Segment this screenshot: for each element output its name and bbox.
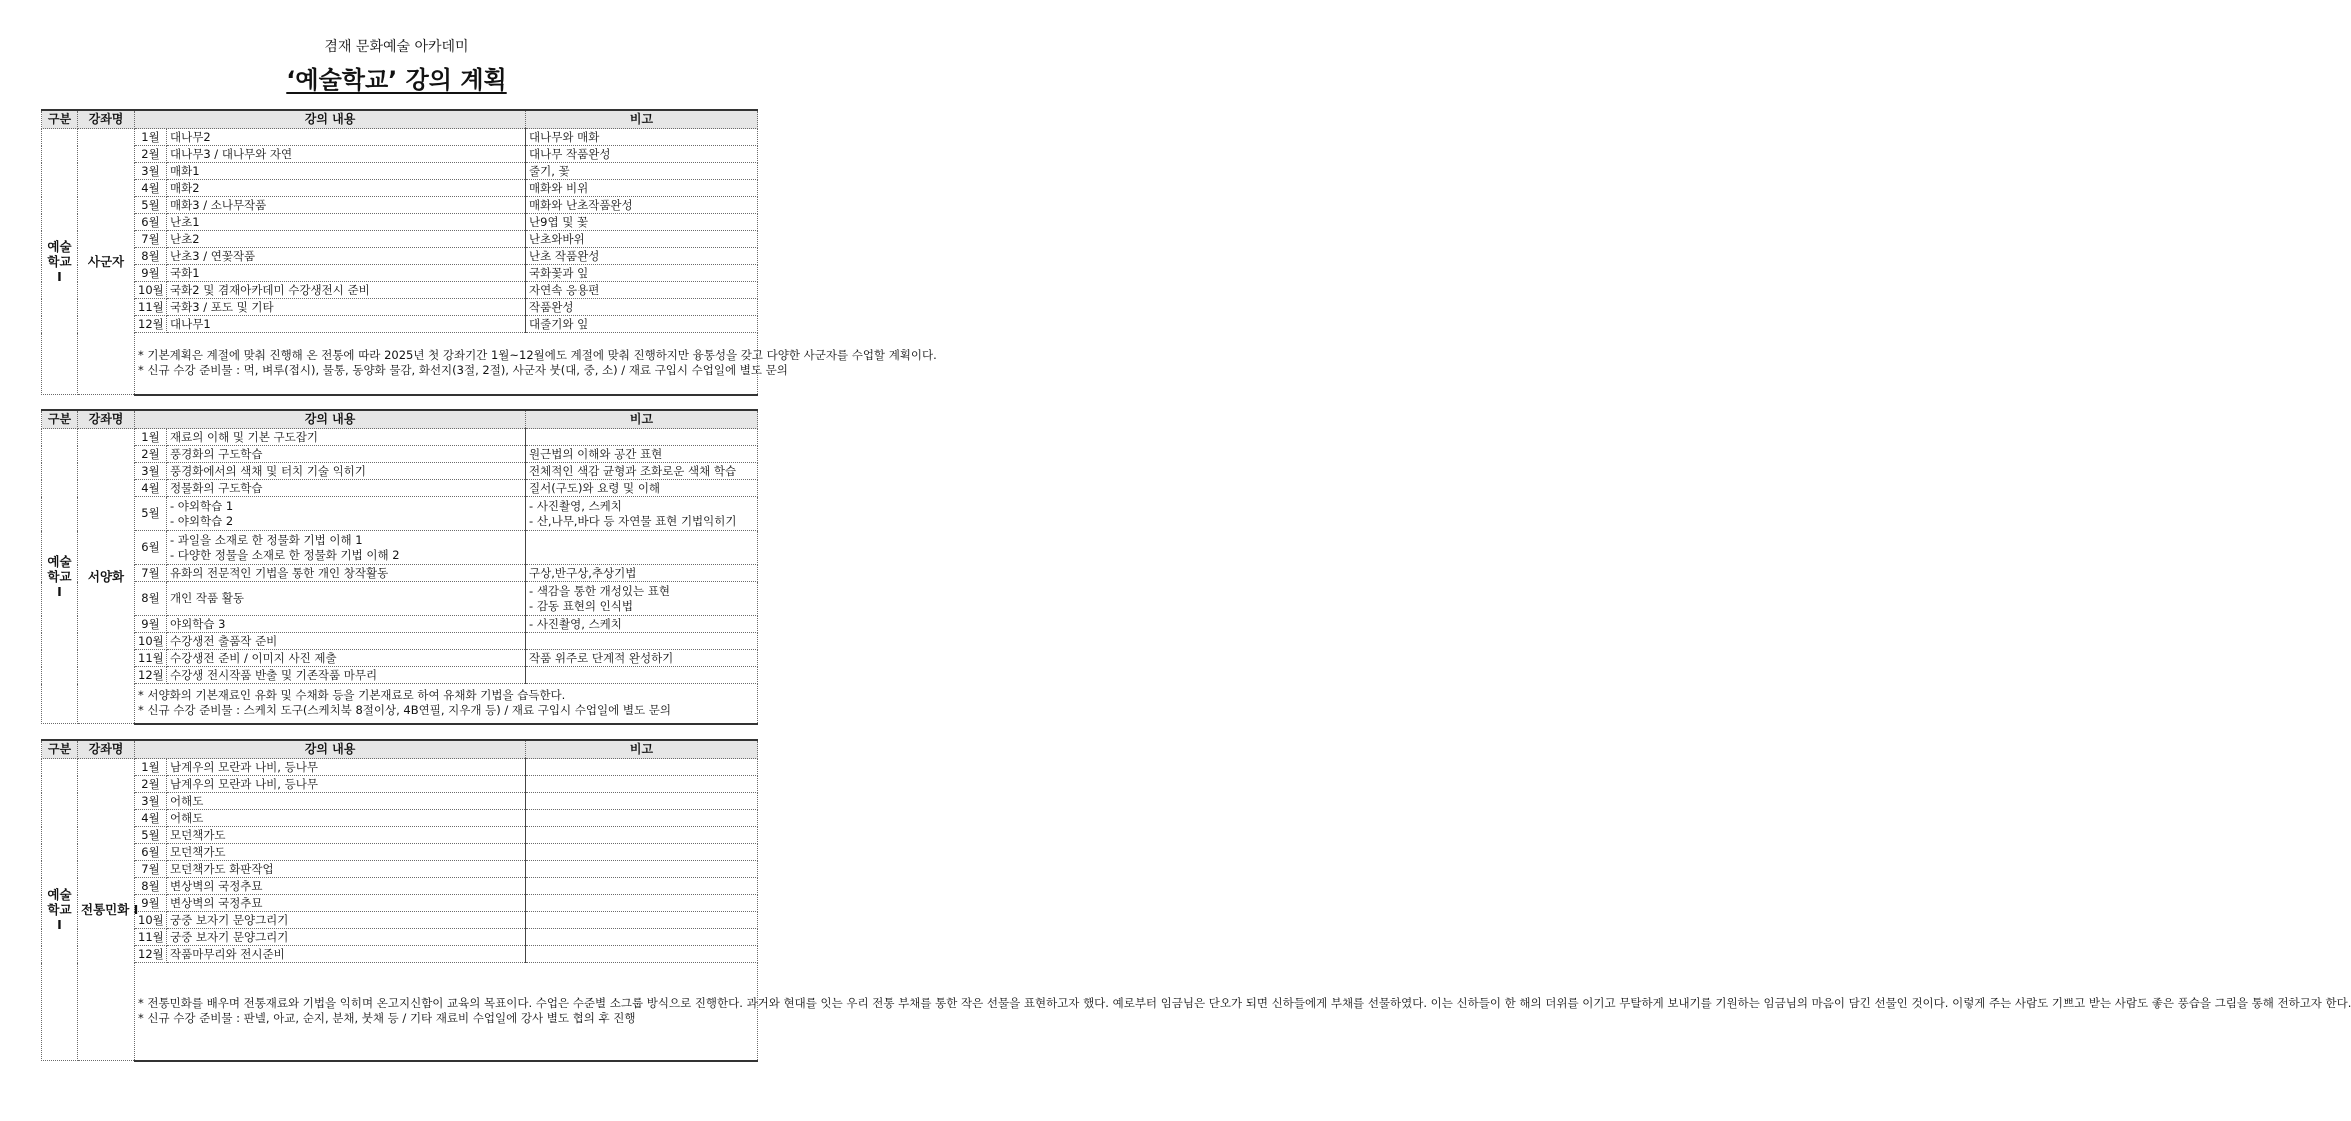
month-cell: 2월 bbox=[135, 146, 167, 163]
note-line: 국화꽃과 잎 bbox=[529, 265, 589, 280]
table-row bbox=[42, 463, 758, 480]
table-row bbox=[42, 480, 758, 497]
content-line: 대나무2 bbox=[170, 129, 211, 144]
category-label: Ⅰ bbox=[57, 583, 62, 599]
lecture-plan-table bbox=[41, 739, 2351, 1062]
category-label: Ⅰ bbox=[57, 269, 62, 284]
note-cell bbox=[526, 616, 758, 633]
note-cell bbox=[526, 429, 758, 446]
content-line: 정물화의 구도학습 bbox=[170, 480, 263, 495]
note-cell bbox=[526, 861, 758, 878]
note-cell bbox=[526, 265, 758, 282]
category-label: 학교 bbox=[47, 902, 72, 917]
content-line: 국화2 및 겸재아카데미 수강생전시 준비 bbox=[170, 282, 370, 297]
table-row bbox=[42, 129, 758, 146]
header-row bbox=[42, 740, 758, 759]
note-cell bbox=[526, 878, 758, 895]
header-content: 강의 내용 bbox=[135, 410, 526, 429]
note-cell bbox=[526, 912, 758, 929]
content-cell bbox=[167, 776, 526, 793]
note-cell bbox=[526, 316, 758, 333]
content-line: 작품마무리와 전시준비 bbox=[170, 946, 285, 961]
note-line: 줄기, 꽃 bbox=[529, 163, 570, 178]
note-cell bbox=[526, 776, 758, 793]
header-category: 구분 bbox=[42, 110, 78, 129]
note-text: * 신규 수강 준비물 : 먹, 벼루(접시), 물통, 동양화 물감, 화선지(3절, 2절), 사군자 붓(대, 중, 소) / 재료 구입시 수업일에 별도 문의 bbox=[138, 363, 788, 378]
content-cell bbox=[167, 633, 526, 650]
content-cell bbox=[167, 810, 526, 827]
month-cell: 7월 bbox=[135, 231, 167, 248]
content-cell bbox=[167, 759, 526, 776]
content-line: 매화3 / 소나무작품 bbox=[170, 197, 267, 212]
content-line: 남계우의 모란과 나비, 등나무 bbox=[170, 759, 318, 774]
note-text: * 신규 수강 준비물 : 스케치 도구(스케치북 8절이상, 4B연필, 지우개 등) / 재료 구입시 수업일에 별도 문의 bbox=[138, 703, 671, 718]
month-cell: 10월 bbox=[135, 633, 167, 650]
content-line: - 야외학습 1 bbox=[170, 498, 234, 513]
note-text: * 신규 수강 준비물 : 판넬, 아교, 순지, 분채, 붓채 등 / 기타 재료비 수업일에 강사 별도 협의 후 진행 bbox=[138, 1011, 636, 1026]
note-cell bbox=[526, 650, 758, 667]
category-cell bbox=[42, 429, 78, 724]
note-cell bbox=[526, 565, 758, 582]
table-row bbox=[42, 531, 758, 565]
note-cell bbox=[526, 582, 758, 616]
month-cell: 5월 bbox=[135, 827, 167, 844]
category-cell bbox=[42, 759, 78, 1061]
table-row bbox=[42, 776, 758, 793]
lecture-plan-table bbox=[41, 109, 937, 396]
table-row bbox=[42, 565, 758, 582]
content-line: 궁중 보자기 문양그리기 bbox=[170, 929, 289, 944]
header-row bbox=[42, 110, 758, 129]
category-label: 학교 bbox=[47, 254, 72, 269]
note-cell bbox=[526, 531, 758, 565]
table-row bbox=[42, 429, 758, 446]
table-row bbox=[42, 667, 758, 684]
month-cell: 8월 bbox=[135, 878, 167, 895]
month-cell: 10월 bbox=[135, 912, 167, 929]
month-cell: 10월 bbox=[135, 282, 167, 299]
month-cell: 11월 bbox=[135, 299, 167, 316]
note-cell bbox=[526, 282, 758, 299]
lecture-plan-table bbox=[41, 409, 758, 725]
note-line: 원근법의 이해와 공간 표현 bbox=[529, 446, 663, 461]
month-cell: 9월 bbox=[135, 265, 167, 282]
content-cell bbox=[167, 214, 526, 231]
content-line: 수강생 전시작품 반출 및 기존작품 마무리 bbox=[170, 667, 378, 682]
month-cell: 11월 bbox=[135, 650, 167, 667]
note-cell bbox=[526, 810, 758, 827]
table-row bbox=[42, 299, 758, 316]
content-cell bbox=[167, 299, 526, 316]
content-cell bbox=[167, 446, 526, 463]
note-text: * 기본계획은 계절에 맞춰 진행해 온 전통에 따라 2025년 첫 강좌기간 1월~12월에도 계절에 맞춰 진행하지만 융통성을 갖고 다양한 사군자를 수업할 계획이다. bbox=[138, 348, 937, 363]
content-cell bbox=[167, 163, 526, 180]
note-line: - 감동 표현의 인식법 bbox=[529, 598, 634, 613]
table-row bbox=[42, 844, 758, 861]
note-cell bbox=[526, 197, 758, 214]
note-line: 난초 작품완성 bbox=[529, 248, 600, 263]
category-label: 예술 bbox=[47, 887, 72, 902]
month-cell: 1월 bbox=[135, 429, 167, 446]
note-cell bbox=[526, 497, 758, 531]
section-sagunja bbox=[41, 109, 937, 396]
course-name: 서양화 bbox=[78, 429, 135, 724]
content-line: 변상벽의 국정추묘 bbox=[170, 878, 263, 893]
content-line: 난초3 / 연꽃작품 bbox=[170, 248, 256, 263]
table-row bbox=[42, 895, 758, 912]
table-row bbox=[42, 163, 758, 180]
month-cell: 12월 bbox=[135, 946, 167, 963]
content-line: - 과일을 소재로 한 정물화 기법 이해 1 bbox=[170, 532, 363, 547]
content-line: 유화의 전문적인 기법을 통한 개인 창작활동 bbox=[170, 565, 389, 580]
header-course: 강좌명 bbox=[78, 740, 135, 759]
content-cell bbox=[167, 929, 526, 946]
table-row bbox=[42, 827, 758, 844]
note-line: 매화와 난초작품완성 bbox=[529, 197, 633, 212]
content-line: 야외학습 3 bbox=[170, 616, 226, 631]
note-line: - 산,나무,바다 등 자연물 표현 기법익히기 bbox=[529, 513, 737, 528]
content-cell bbox=[167, 582, 526, 616]
note-line: 전체적인 색감 균형과 조화로운 색채 학습 bbox=[529, 463, 737, 478]
content-cell bbox=[167, 282, 526, 299]
content-line: 모던책가도 화판작업 bbox=[170, 861, 274, 876]
content-line: 궁중 보자기 문양그리기 bbox=[170, 912, 289, 927]
note-cell bbox=[526, 793, 758, 810]
month-cell: 12월 bbox=[135, 667, 167, 684]
content-cell bbox=[167, 844, 526, 861]
month-cell: 11월 bbox=[135, 929, 167, 946]
content-cell bbox=[167, 180, 526, 197]
note-line: 작품 위주로 단계적 완성하기 bbox=[529, 650, 674, 665]
month-cell: 5월 bbox=[135, 197, 167, 214]
content-line: 수강생전 출품작 준비 bbox=[170, 633, 278, 648]
table-row bbox=[42, 912, 758, 929]
header-content: 강의 내용 bbox=[135, 110, 526, 129]
category-cell bbox=[42, 129, 78, 395]
notes-cell bbox=[135, 963, 2351, 1061]
content-line: 국화3 / 포도 및 기타 bbox=[170, 299, 274, 314]
note-cell bbox=[526, 827, 758, 844]
table-row bbox=[42, 248, 758, 265]
content-line: 어해도 bbox=[170, 810, 204, 825]
month-cell: 4월 bbox=[135, 180, 167, 197]
note-line: 매화와 비위 bbox=[529, 180, 589, 195]
month-cell: 9월 bbox=[135, 616, 167, 633]
organization-name: 겸재 문화예술 아카데미 bbox=[324, 39, 469, 55]
month-cell: 7월 bbox=[135, 565, 167, 582]
content-cell bbox=[167, 265, 526, 282]
content-line: - 다양한 정물을 소재로 한 정물화 기법 이해 2 bbox=[170, 547, 400, 562]
notes-row bbox=[42, 963, 758, 1061]
content-line: 풍경화에서의 색채 및 터치 기술 익히기 bbox=[170, 463, 367, 478]
table-row bbox=[42, 616, 758, 633]
note-line: 질서(구도)와 요령 및 이해 bbox=[529, 480, 661, 495]
note-text: * 전통민화를 배우며 전통재료와 기법을 익히며 온고지신함이 교육의 목표이다. 수업은 수준별 소그룹 방식으로 진행한다. 과거와 현대를 잇는 우리 전통 부채를 통한 작은 선물을 표현하고자 했다. 예로부터 임금님은 단오가 되면 신하들에게 부채를 선물하였다. 이는 신하들이 한 해의 더위를 이기고 무탈하게 보내기를 기원하는 임금님의 마음이 담긴 선물인 것이다. 이렇게 주는 사람도 기쁘고 받는 사람도 좋은 풍습을 그림을 통해 전하고자 한다. bbox=[138, 996, 2351, 1011]
content-cell bbox=[167, 650, 526, 667]
course-name: 사군자 bbox=[78, 129, 135, 395]
table-row bbox=[42, 650, 758, 667]
content-cell bbox=[167, 667, 526, 684]
header-category: 구분 bbox=[42, 740, 78, 759]
month-cell: 1월 bbox=[135, 759, 167, 776]
note-cell bbox=[526, 463, 758, 480]
table-row bbox=[42, 633, 758, 650]
month-cell: 4월 bbox=[135, 480, 167, 497]
table-row bbox=[42, 214, 758, 231]
content-cell bbox=[167, 316, 526, 333]
table-row bbox=[42, 446, 758, 463]
header-note: 비고 bbox=[526, 410, 758, 429]
content-line: - 야외학습 2 bbox=[170, 513, 234, 528]
month-cell: 3월 bbox=[135, 163, 167, 180]
note-line: 난9엽 및 꽃 bbox=[529, 214, 589, 229]
header-row bbox=[42, 410, 758, 429]
table-row bbox=[42, 231, 758, 248]
month-cell: 1월 bbox=[135, 129, 167, 146]
note-cell bbox=[526, 480, 758, 497]
content-line: 난초2 bbox=[170, 231, 200, 246]
note-line: 구상,반구상,추상기법 bbox=[529, 565, 637, 580]
table-row bbox=[42, 793, 758, 810]
section-western-painting bbox=[41, 409, 757, 725]
content-cell bbox=[167, 248, 526, 265]
content-cell bbox=[167, 463, 526, 480]
table-row bbox=[42, 582, 758, 616]
content-cell bbox=[167, 429, 526, 446]
month-cell: 2월 bbox=[135, 776, 167, 793]
content-line: 매화1 bbox=[170, 163, 200, 178]
content-cell bbox=[167, 861, 526, 878]
header-category: 구분 bbox=[42, 410, 78, 429]
month-cell: 2월 bbox=[135, 446, 167, 463]
page-title: ‘예술학교’ 강의 계획 bbox=[286, 66, 507, 94]
month-cell: 3월 bbox=[135, 793, 167, 810]
table-row bbox=[42, 265, 758, 282]
table-row bbox=[42, 180, 758, 197]
note-cell bbox=[526, 844, 758, 861]
notes-row bbox=[42, 333, 758, 395]
content-cell bbox=[167, 197, 526, 214]
table-row bbox=[42, 946, 758, 963]
header-note: 비고 bbox=[526, 740, 758, 759]
course-name: 전통민화 Ⅰ bbox=[78, 759, 135, 1061]
month-cell: 5월 bbox=[135, 497, 167, 531]
category-label: 학교 bbox=[47, 568, 72, 584]
content-line: 대나무3 / 대나무와 자연 bbox=[170, 146, 293, 161]
note-cell bbox=[526, 929, 758, 946]
category-label: Ⅰ bbox=[57, 917, 62, 932]
note-line: 대나무와 매화 bbox=[529, 129, 600, 144]
note-cell bbox=[526, 299, 758, 316]
note-line: - 사진촬영, 스케치 bbox=[529, 498, 622, 513]
content-cell bbox=[167, 946, 526, 963]
note-line: 작품완성 bbox=[529, 299, 574, 314]
note-cell bbox=[526, 248, 758, 265]
table-row bbox=[42, 878, 758, 895]
note-cell bbox=[526, 446, 758, 463]
content-line: 국화1 bbox=[170, 265, 200, 280]
content-cell bbox=[167, 497, 526, 531]
month-cell: 6월 bbox=[135, 531, 167, 565]
content-line: 풍경화의 구도학습 bbox=[170, 446, 263, 461]
note-line: 대나무 작품완성 bbox=[529, 146, 611, 161]
content-cell bbox=[167, 129, 526, 146]
month-cell: 8월 bbox=[135, 248, 167, 265]
note-cell bbox=[526, 231, 758, 248]
month-cell: 12월 bbox=[135, 316, 167, 333]
table-row bbox=[42, 197, 758, 214]
content-cell bbox=[167, 878, 526, 895]
header-content: 강의 내용 bbox=[135, 740, 526, 759]
content-cell bbox=[167, 616, 526, 633]
content-cell bbox=[167, 895, 526, 912]
note-cell bbox=[526, 163, 758, 180]
table-row bbox=[42, 759, 758, 776]
note-cell bbox=[526, 129, 758, 146]
note-cell bbox=[526, 146, 758, 163]
content-cell bbox=[167, 912, 526, 929]
content-cell bbox=[167, 480, 526, 497]
content-line: 어해도 bbox=[170, 793, 204, 808]
content-cell bbox=[167, 531, 526, 565]
month-cell: 4월 bbox=[135, 810, 167, 827]
header-course: 강좌명 bbox=[78, 110, 135, 129]
content-cell bbox=[167, 565, 526, 582]
content-line: 수강생전 준비 / 이미지 사진 제출 bbox=[170, 650, 337, 665]
table-row bbox=[42, 861, 758, 878]
category-label: 예술 bbox=[47, 239, 72, 254]
content-line: 남계우의 모란과 나비, 등나무 bbox=[170, 776, 318, 791]
content-line: 난초1 bbox=[170, 214, 200, 229]
header-course: 강좌명 bbox=[78, 410, 135, 429]
notes-cell bbox=[135, 684, 758, 724]
month-cell: 8월 bbox=[135, 582, 167, 616]
note-line: - 색감을 통한 개성있는 표현 bbox=[529, 583, 670, 598]
content-cell bbox=[167, 827, 526, 844]
note-text: * 서양화의 기본재료인 유화 및 수채화 등을 기본재료로 하여 유채화 기법을 습득한다. bbox=[138, 688, 566, 703]
month-cell: 7월 bbox=[135, 861, 167, 878]
note-line: 자연속 응용편 bbox=[529, 282, 600, 297]
category-label: 예술 bbox=[47, 553, 72, 569]
note-line: - 사진촬영, 스케치 bbox=[529, 616, 622, 631]
table-row bbox=[42, 810, 758, 827]
note-cell bbox=[526, 214, 758, 231]
content-line: 대나무1 bbox=[170, 316, 211, 331]
content-cell bbox=[167, 793, 526, 810]
table-row bbox=[42, 146, 758, 163]
content-line: 변상벽의 국정추묘 bbox=[170, 895, 263, 910]
note-cell bbox=[526, 633, 758, 650]
month-cell: 6월 bbox=[135, 844, 167, 861]
note-cell bbox=[526, 759, 758, 776]
content-line: 재료의 이해 및 기본 구도잡기 bbox=[170, 429, 318, 444]
content-cell bbox=[167, 146, 526, 163]
table-row bbox=[42, 316, 758, 333]
content-line: 매화2 bbox=[170, 180, 200, 195]
content-line: 모던책가도 bbox=[170, 827, 226, 842]
table-row bbox=[42, 497, 758, 531]
month-cell: 9월 bbox=[135, 895, 167, 912]
content-line: 개인 작품 활동 bbox=[170, 591, 244, 605]
notes-cell bbox=[135, 333, 937, 395]
note-cell bbox=[526, 895, 758, 912]
month-cell: 6월 bbox=[135, 214, 167, 231]
note-line: 대줄기와 잎 bbox=[529, 316, 589, 331]
note-cell bbox=[526, 667, 758, 684]
table-row bbox=[42, 929, 758, 946]
section-folk-painting bbox=[41, 739, 2351, 1062]
table-row bbox=[42, 282, 758, 299]
note-cell bbox=[526, 946, 758, 963]
content-line: 모던책가도 bbox=[170, 844, 226, 859]
month-cell: 3월 bbox=[135, 463, 167, 480]
header-note: 비고 bbox=[526, 110, 758, 129]
content-cell bbox=[167, 231, 526, 248]
notes-row bbox=[42, 684, 758, 724]
note-line: 난초와바위 bbox=[529, 231, 585, 246]
note-cell bbox=[526, 180, 758, 197]
